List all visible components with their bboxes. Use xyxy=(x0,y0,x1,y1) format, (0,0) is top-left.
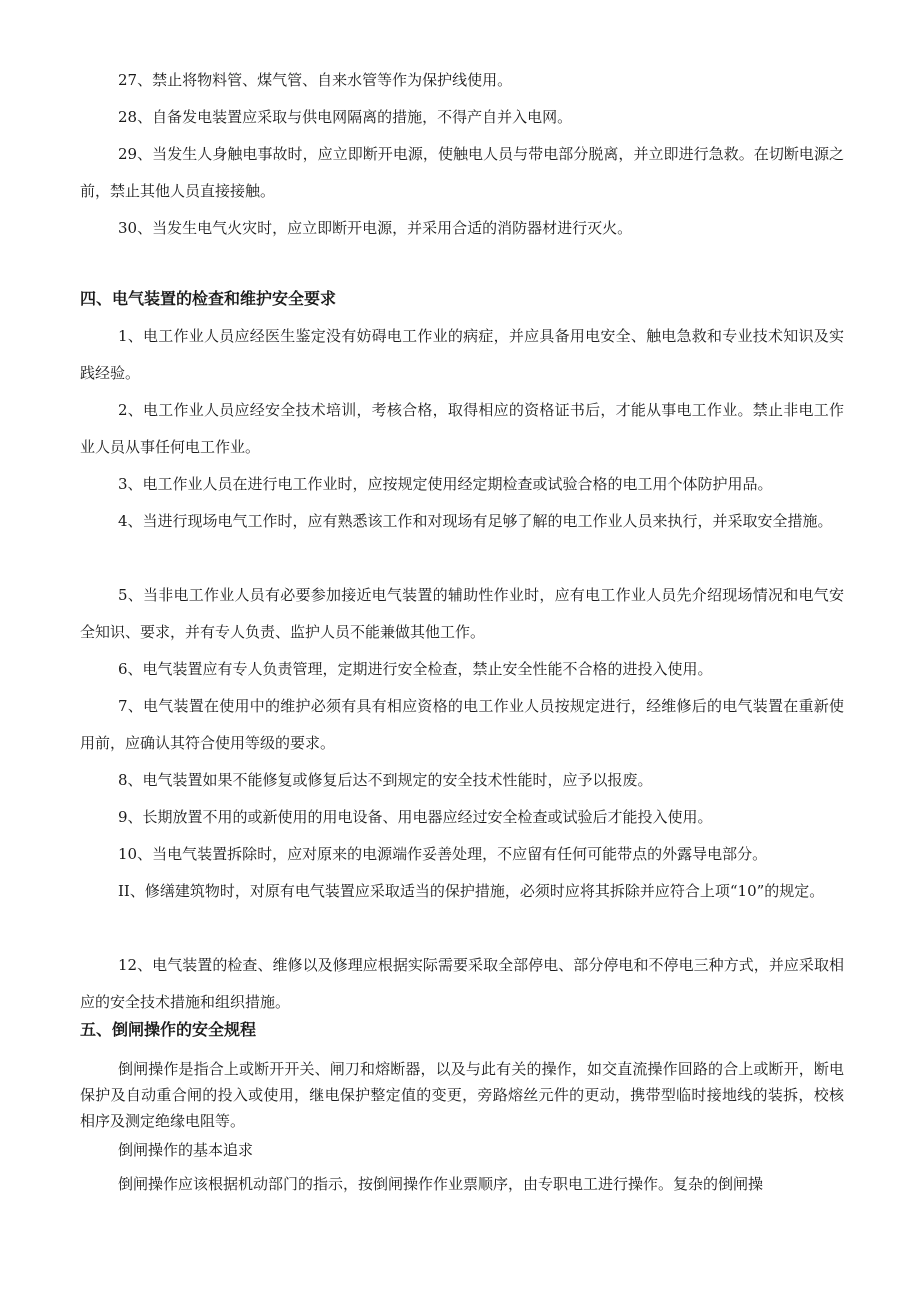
sec4-item-2: 2、电工作业人员应经安全技术培训，考核合格，取得相应的资格证书后，才能从事电工作业。禁止非电工作业人员从事任何电工作业。 xyxy=(80,401,844,456)
sec4-item-8: 8、电气装置如果不能修复或修复后达不到规定的安全技术性能时，应予以报废。 xyxy=(118,771,653,789)
sec4-item-5: 5、当非电工作业人员有必要参加接近电气装置的辅助性作业时，应有电工作业人员先介绍现场情况和电气安全知识、要求，并有专人负责、监护人员不能兼做其他工作。 xyxy=(80,586,844,641)
clause-28: 28、自备发电装置应采取与供电网隔离的措施，不得产自并入电网。 xyxy=(118,108,573,126)
section-5-heading: 五、倒闸操作的安全规程 xyxy=(80,1020,257,1039)
sec4-item-10: 10、当电气装置拆除时，应对原来的电源端作妥善处理，不应留有任何可能带点的外露导电部分。 xyxy=(118,845,768,863)
sec4-item-11: II、修缮建筑物时，对原有电气装置应采取适当的保护措施，必须时应将其拆除并应符合上项“10”的规定。 xyxy=(118,882,825,900)
sec4-item-12: 12、电气装置的检查、维修以及修理应根据实际需要采取全部停电、部分停电和不停电三种方式，并应采取相应的安全技术措施和组织措施。 xyxy=(80,956,844,1011)
sec4-item-4: 4、当进行现场电气工作时，应有熟悉该工作和对现场有足够了解的电工作业人员来执行，并采取安全措施。 xyxy=(118,512,833,530)
sec4-item-1: 1、电工作业人员应经医生鉴定没有妨碍电工作业的病症，并应具备用电安全、触电急救和专业技术知识及实践经验。 xyxy=(80,327,844,382)
section-4-heading: 四、电气装置的检查和维护安全要求 xyxy=(80,289,337,308)
sec4-item-9: 9、长期放置不用的或新使用的用电设备、用电器应经过安全检查或试验后才能投入使用。 xyxy=(118,808,713,826)
sec4-item-6: 6、电气装置应有专人负责管理，定期进行安全检查，禁止安全性能不合格的进投入使用。 xyxy=(118,660,713,678)
clause-29: 29、当发生人身触电事故时，应立即断开电源，使触电人员与带电部分脱离，并立即进行急救。在切断电源之前，禁止其他人员直接接触。 xyxy=(80,145,844,200)
sec5-subheading: 倒闸操作的基本追求 xyxy=(118,1141,254,1159)
sec5-body: 倒闸操作应该根据机动部门的指示，按倒闸操作作业票顺序，由专职电工进行操作。复杂的倒闸操 xyxy=(118,1175,764,1193)
sec4-item-7: 7、电气装置在使用中的维护必须有具有相应资格的电工作业人员按规定进行，经维修后的电气装置在重新使用前，应确认其符合使用等级的要求。 xyxy=(80,697,844,752)
sec5-intro: 倒闸操作是指合上或断开开关、闸刀和熔断器，以及与此有关的操作，如交直流操作回路的合上或断开，断电保护及自动重合闸的投入或使用，继电保护整定值的变更，旁路熔丝元件的更动，携带型临时接地线的装拆，校核相序及测定绝缘电阻等。 xyxy=(80,1060,844,1130)
clause-27: 27、禁止将物料管、煤气管、自来水管等作为保护线使用。 xyxy=(118,71,513,89)
sec4-item-3: 3、电工作业人员在进行电工作业时，应按规定使用经定期检查或试验合格的电工用个体防护用品。 xyxy=(118,475,773,493)
clause-30: 30、当发生电气火灾时，应立即断开电源，并采用合适的消防器材进行灭火。 xyxy=(118,219,633,237)
